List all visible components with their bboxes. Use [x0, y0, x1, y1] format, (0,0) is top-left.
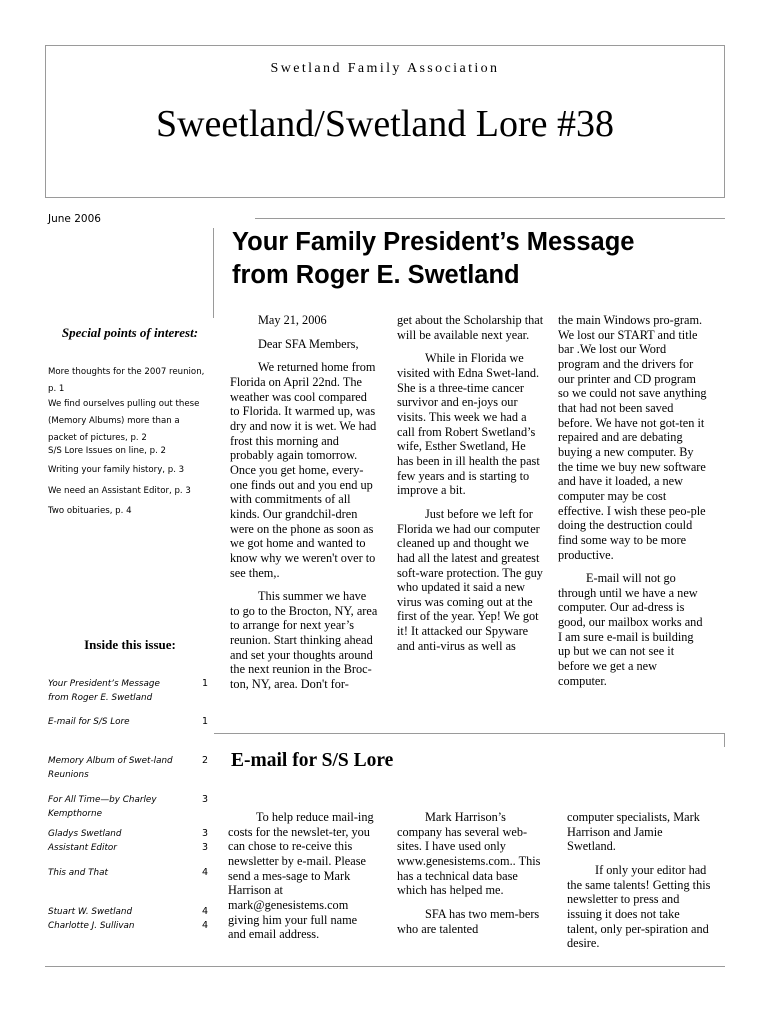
special-point-item: Two obituaries, p. 4 [48, 506, 132, 516]
toc-entry-title: For All Time—by Charley Kempthorne [48, 795, 157, 819]
toc-entry-page: 2 [201, 755, 208, 766]
organization-name: Swetland Family Association [270, 61, 500, 76]
paragraph: While in Florida we visited with Edna Swet-land. She is a three-time cancer survivor and en-joys our visits. This week we had a call from Robert Swetland’s wife, Esther Swetland, He has been in ill health the past few years and is starting to improve a bit. [397, 351, 540, 498]
toc-entry-title: Assistant Editor [48, 843, 117, 853]
email-article-title: E-mail for S/S Lore [231, 750, 394, 771]
inside-issue-title: Inside this issue: [84, 637, 176, 652]
special-point-item: More thoughts for the 2007 reunion, p. 1 [48, 367, 205, 394]
footer-rule [45, 966, 725, 967]
paragraph: This summer we have to go to the Brocton, NY, area to arrange for next year’s reunion. Start thinking ahead and set your thoughts around the next reunion in the Broc-ton, NY, area. Don't for- [230, 589, 378, 692]
toc-entry-page: 3 [201, 842, 208, 853]
paragraph: get about the Scholarship that will be available next year. [397, 313, 544, 342]
email-column-1 [228, 810, 376, 942]
toc-entry-page: 1 [201, 678, 208, 689]
letter-date: May 21, 2006 [258, 313, 327, 327]
lead-right-rule [724, 733, 725, 747]
email-column-3 [567, 810, 712, 951]
toc-entry-page: 1 [201, 716, 208, 727]
email-column-2 [397, 810, 545, 936]
lead-top-rule [255, 218, 725, 219]
toc-entry-title: E-mail for S/S Lore [48, 717, 130, 727]
lead-column-3 [558, 313, 708, 688]
paragraph: the main Windows pro-gram. We lost our START and title bar .We lost our Word program and the drivers for our printer and CD program so we could not save anything that had not been saved before. We have not got-ten it repaired and are debating buying a new computer. By the time we buy new software and have it loaded, a new computer may be cost effective. I wish these peo-ple doing the destruction could find some way to be more productive. [558, 313, 707, 562]
toc-entry-title: Charlotte J. Sullivan [48, 921, 135, 931]
paragraph: SFA has two mem-bers who are talented [397, 906, 540, 936]
toc-entry-page: 4 [201, 906, 208, 917]
lead-title-line1: Your Family President’s Message [232, 228, 635, 256]
toc-entry-title: Your President’s Message from Roger E. Swetland [48, 679, 160, 703]
toc-entry-title: Gladys Swetland [48, 829, 122, 839]
toc-entry-title: Stuart W. Swetland [48, 907, 133, 917]
paragraph: E-mail will not go through until we have a new computer. Our ad-dress is good, our mailbox works and I am sure e-mail is building up but we can not see it before we get a new computer. [558, 571, 703, 688]
lead-column-1 [230, 313, 378, 692]
paragraph: computer specialists, Mark Harrison and Jamie Swetland. [567, 810, 700, 854]
toc-entry-page: 3 [201, 794, 208, 805]
special-point-item: We need an Assistant Editor, p. 3 [48, 486, 191, 496]
lead-title-line2: from Roger E. Swetland [232, 261, 520, 289]
lead-article-title [232, 226, 702, 292]
toc-entry-title: Memory Album of Swet-land Reunions [48, 756, 173, 780]
lead-column-2 [397, 313, 545, 653]
paragraph: We returned home from Florida on April 22nd. The weather was cool compared to Florida. It warmed up, was dry and now it is wet. We had frost this morning and probably again tomorrow. Once you get home, every-one finds out and you end up with commitments of all kinds. Our grandchil-dren were on the phone as soon as we got home and wanted to know why we weren't over to see them,. [230, 360, 377, 580]
special-point-item: S/S Lore Issues on line, p. 2 [48, 446, 167, 456]
issue-date: June 2006 [48, 213, 101, 225]
masthead-top-rule [45, 45, 725, 46]
paragraph: Just before we left for Florida we had our computer cleaned up and thought we had all the latest and greatest soft-ware protection. The guy who updated it said a new virus was coming out at the first of the year. Yep! We got it! It attacked our Spyware and anti-virus as well as [397, 506, 543, 653]
special-point-item: We find ourselves pulling out these (Memory Albums) more than a packet of pictures, p. 2 [48, 399, 200, 443]
special-point-item: Writing your family history, p. 3 [48, 465, 185, 475]
paragraph: Mark Harrison’s company has several web-sites. I have used only www.genesistems.com.. This has a technical data base which has helped me. [397, 810, 541, 898]
paragraph: If only your editor had the same talents! Getting this newsletter to press and issuing it does not take talent, only per-spiration and desire. [567, 862, 711, 951]
newsletter-title: Sweetland/Swetland Lore #38 [155, 103, 614, 145]
toc-entry-page: 3 [201, 828, 208, 839]
toc-entry-title: This and That [48, 868, 108, 878]
toc-entry-page: 4 [201, 867, 208, 878]
letter-salutation: Dear SFA Members, [258, 336, 359, 351]
toc-entry-page: 4 [201, 920, 208, 931]
lead-bottom-rule [214, 733, 725, 734]
sidebar-right-rule [213, 228, 214, 318]
special-points-title: Special points of interest: [61, 325, 199, 340]
paragraph: To help reduce mail-ing costs for the newslet-ter, you can chose to re-ceive this newsletter by e-mail. Please send a mes-sage to Mark Harrison at mark@genesistems.com giving him your full name and email address. [228, 810, 374, 942]
masthead-bottom-rule [45, 197, 725, 198]
